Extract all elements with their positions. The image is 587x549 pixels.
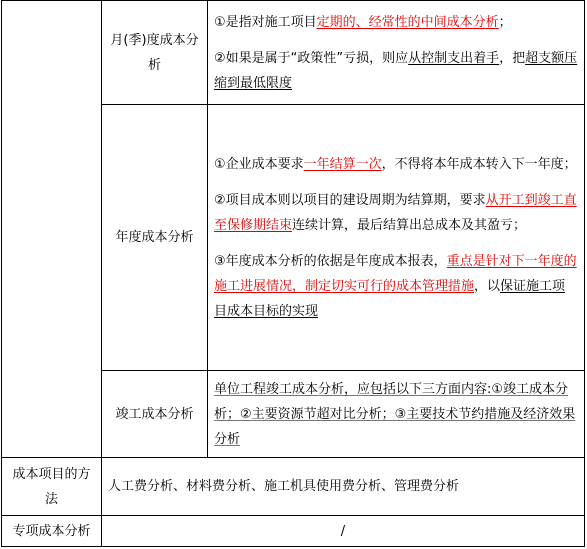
completion-label bbox=[102, 371, 208, 458]
completion-content bbox=[208, 371, 585, 458]
special-label bbox=[2, 516, 102, 547]
annual-point-3 bbox=[214, 249, 578, 324]
item-method-text: 人工费分析、材料费分析、施工机具使用费分析、管理费分析 bbox=[108, 479, 460, 494]
highlight-text: 从开工到竣工直至保修期结束 bbox=[214, 192, 577, 233]
monthly-label bbox=[102, 1, 208, 105]
annual-point-1 bbox=[214, 152, 578, 177]
text: ③年度成本分析的依据是年度成本报表， bbox=[214, 253, 447, 269]
completion-text: 单位工程竣工成本分析，应包括以下三方面内容:①竣工成本分析；②主要资源节超对比分析；③主要技术节约措施及经济效果分析 bbox=[214, 381, 576, 447]
annual-label-text: 年度成本分析 bbox=[115, 230, 194, 245]
highlight-text: 重点是针对下一年度的施工进展情况，制定切实可行的成本管理措施 bbox=[214, 253, 577, 294]
special-content bbox=[102, 516, 585, 547]
text: ，把 bbox=[499, 50, 526, 66]
monthly-label-text: 月(季)度成本分析 bbox=[110, 32, 199, 73]
monthly-point-1 bbox=[214, 10, 578, 35]
item-method-content bbox=[102, 458, 585, 516]
annual-point-2 bbox=[214, 188, 578, 238]
item-method-label-text: 成本项目的方法 bbox=[12, 466, 91, 507]
row-special bbox=[2, 516, 585, 547]
underlined-text: 超支额压缩到最低限度 bbox=[214, 50, 578, 91]
monthly-point-2 bbox=[214, 46, 578, 96]
text: ； bbox=[498, 14, 512, 30]
text: ，不得将本年成本转入下一年度； bbox=[381, 156, 577, 172]
text: 连续计算，最后结算出总成本及其盈亏； bbox=[292, 217, 527, 233]
underlined-text: 从控制支出着手 bbox=[408, 50, 500, 66]
text: ②如果是属于“政策性”亏损，则应 bbox=[214, 50, 409, 66]
annual-content bbox=[208, 105, 585, 371]
item-method-label bbox=[2, 458, 102, 516]
text: ①企业成本要求 bbox=[214, 156, 304, 172]
text: ①是指对施工项目 bbox=[214, 14, 317, 30]
annual-label bbox=[102, 105, 208, 371]
underlined-text: 保证施工项目成本目标的实现 bbox=[214, 278, 566, 319]
blank-category-cell bbox=[2, 1, 102, 458]
monthly-content bbox=[208, 1, 585, 105]
text: ②项目成本则以项目的建设周期为结算期，要求 bbox=[214, 192, 486, 208]
row-monthly bbox=[2, 1, 585, 105]
special-text: / bbox=[340, 523, 346, 539]
special-label-text: 专项成本分析 bbox=[12, 523, 91, 539]
row-item-method bbox=[2, 458, 585, 516]
highlight-text: 定期的、经常性的中间成本分析 bbox=[316, 14, 499, 30]
text: ，以 bbox=[474, 278, 501, 294]
completion-label-text: 竣工成本分析 bbox=[115, 406, 194, 422]
cost-analysis-table bbox=[1, 0, 585, 547]
highlight-text: 一年结算一次 bbox=[303, 156, 382, 172]
